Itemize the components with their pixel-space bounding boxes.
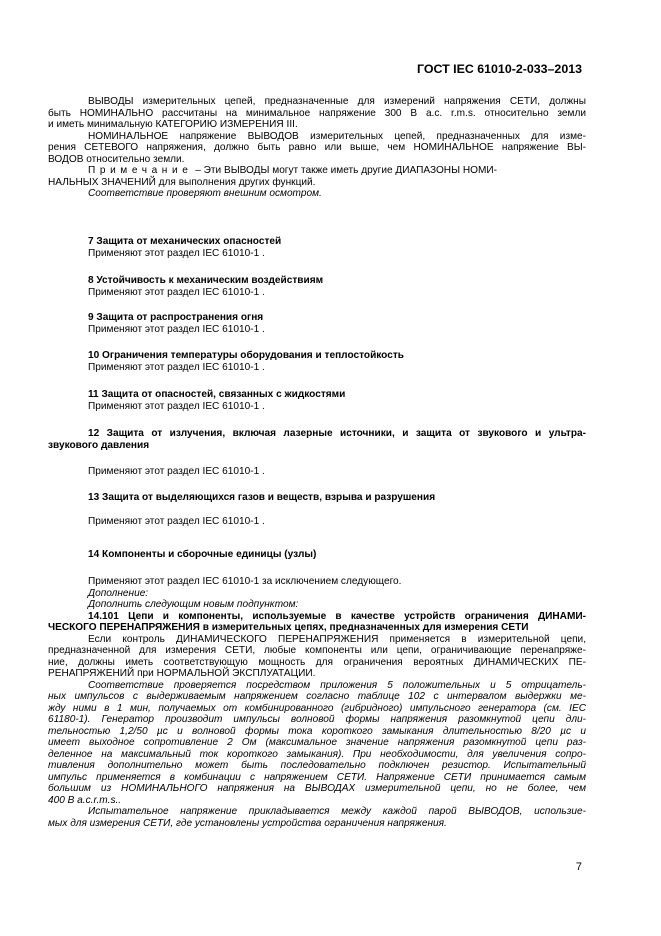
compliance-text: Соответствие проверяют внешним осмотром. [88,188,322,199]
section-7 [48,236,586,259]
text-line: НОМИНАЛЬНОЕ напряжение ВЫВОДОВ измерительных цепей, предназначенных для изме- [88,130,586,142]
section-title: 8 Устойчивость к механическим воздействиям [88,275,324,286]
subsection-title: ЧЕСКОГО ПЕРЕНАПРЯЖЕНИЯ в измерительных цепях, предназначенных для измерения СЕТИ [48,622,529,633]
text-line: РЕНАПРЯЖЕНИЙ при НОРМАЛЬНОЙ ЭКСПЛУАТАЦИИ. [48,668,316,679]
note-label: Примечание [88,165,193,176]
section-title: 7 Защита от механических опасностей [88,236,282,247]
text-line: предназначенной для измерения СЕТИ, любые компоненты или цепи, ограничивающие перенапряже- [48,645,586,656]
text-line: Применяют этот раздел IEC 61010-1 за исключением следующего. [88,576,402,587]
section-12 [48,428,586,451]
text-line: мых для измерения СЕТИ, где установлены устройства ограничения напряжения. [48,817,447,829]
text-line: жду ними в 1 мин, получаемых от комбинированного (гибридного) импульсного генератора (см. IEC [48,702,586,714]
text-line: Дополнить следующим новым подпунктом: [88,599,299,610]
section-text: Применяют этот раздел IEC 61010-1 . [88,400,265,412]
section-title: 9 Защита от распространения огня [88,312,264,323]
section-12-text [48,466,586,478]
text-line: 400 В a.c.r.m.s.. [48,794,122,806]
section-10 [48,350,586,373]
section-14 [48,549,586,561]
text-line: ВОДОВ относительно земли. [48,153,185,165]
text-line: Испытательное напряжение прикладывается между каждой парой ВЫВОДОВ, использue- [88,806,586,817]
section-title: 13 Защита от выделяющихся газов и веществ, взрыва и разрушения [88,492,436,503]
text-line: Дополнение: [88,587,149,599]
text-line: Соответствие проверяется посредством приложения 5 положительных и 5 отрицатель- [88,679,586,691]
section-text: Применяют этот раздел IEC 61010-1 . [88,361,265,373]
section-title: 14 Компоненты и сборочные единицы (узлы) [88,549,317,560]
text-line: импульс применяется в комбинации с напряжением СЕТИ. Напряжение СЕТИ принимается самым [48,771,586,783]
text-line: рения СЕТЕВОГО напряжения, должно быть равно или выше, чем НОМИНАЛЬНОЕ напряжение ВЫ- [48,142,586,153]
section-text: Применяют этот раздел IEC 61010-1 . [88,247,265,259]
subsection-title: 14.101 Цепи и компоненты, используемые в качестве устройств ограничения ДИНАМИ- [88,610,586,622]
page-number: 7 [575,861,582,873]
section-13 [48,492,586,504]
intro-block [48,96,586,200]
text-line: большим из НОМИНАЛЬНОГО напряжения на ВЫВОДАХ измерительной цепи, но не более, чем [48,783,586,794]
section-text: Применяют этот раздел IEC 61010-1 . [88,516,265,527]
text-line: Если контроль ДИНАМИЧЕСКОГО ПЕРЕНАПРЯЖЕНИЯ применяется в измерительной цепи, [88,633,586,645]
section-13-text [48,516,586,528]
section-title: 10 Ограничения температуры оборудования и теплостойкость [88,350,404,361]
text-line: тивления дополнительно может быть последовательно подключен резистор. Испытательный [48,760,586,771]
text-line: ВЫВОДЫ измерительных цепей, предназначенные для измерений напряжения СЕТИ, должны [88,96,586,107]
text-line: тельностью 1,2/50 µс и волновой формы тока короткого замыкания длительностью 8/20 µс и [48,725,586,737]
note-text: – Эти ВЫВОДЫ могут также иметь другие ДИАПАЗОНЫ НОМИ- [192,165,497,176]
text-line: 61180-1). Генератор производит импульсы волновой формы напряжения разомкнутой цепи дли- [48,714,586,725]
text-line: ных импульсов с выдерживаемым напряжением согласно таблице 102 с интервалом выдержки ме- [48,691,586,702]
section-text: Применяют этот раздел IEC 61010-1 . [88,323,265,335]
section-title: звукового давления [48,439,150,451]
section-11 [48,389,586,412]
section-9 [48,312,586,335]
text-line: ние, должны иметь соответствующую мощность для ограничения вероятных ДИНАМИЧЕСКИХ ПЕ- [48,656,586,668]
section-8 [48,275,586,298]
note-line [48,165,586,177]
text-line: и иметь минимальную КАТЕГОРИЮ ИЗМЕРЕНИЯ III. [48,119,298,130]
text-line: деленное на максимальный ток короткого замыкания). При необходимости, для увеличения сопро- [48,748,586,760]
section-title: 12 Защита от излучения, включая лазерные источники, и защита от звукового и ультра- [88,428,586,439]
section-14-body [48,576,586,829]
page-header: ГОСТ IEC 61010-2-033–2013 [417,62,582,76]
text-line: имеет выходное сопротивление 2 Ом (максимальное значение напряжения разомкнутой цепи раз- [48,737,586,748]
section-text: Применяют этот раздел IEC 61010-1 . [88,466,265,477]
section-title: 11 Защита от опасностей, связанных с жидкостями [88,389,346,400]
section-text: Применяют этот раздел IEC 61010-1 . [88,286,265,298]
note-line: НАЛЬНЫХ ЗНАЧЕНИЙ для выполнения других функций. [48,176,316,188]
text-line: быть НОМИНАЛЬНО рассчитаны на минимальное напряжение 300 В a.c. r.m.s. относительно земли [48,107,586,119]
